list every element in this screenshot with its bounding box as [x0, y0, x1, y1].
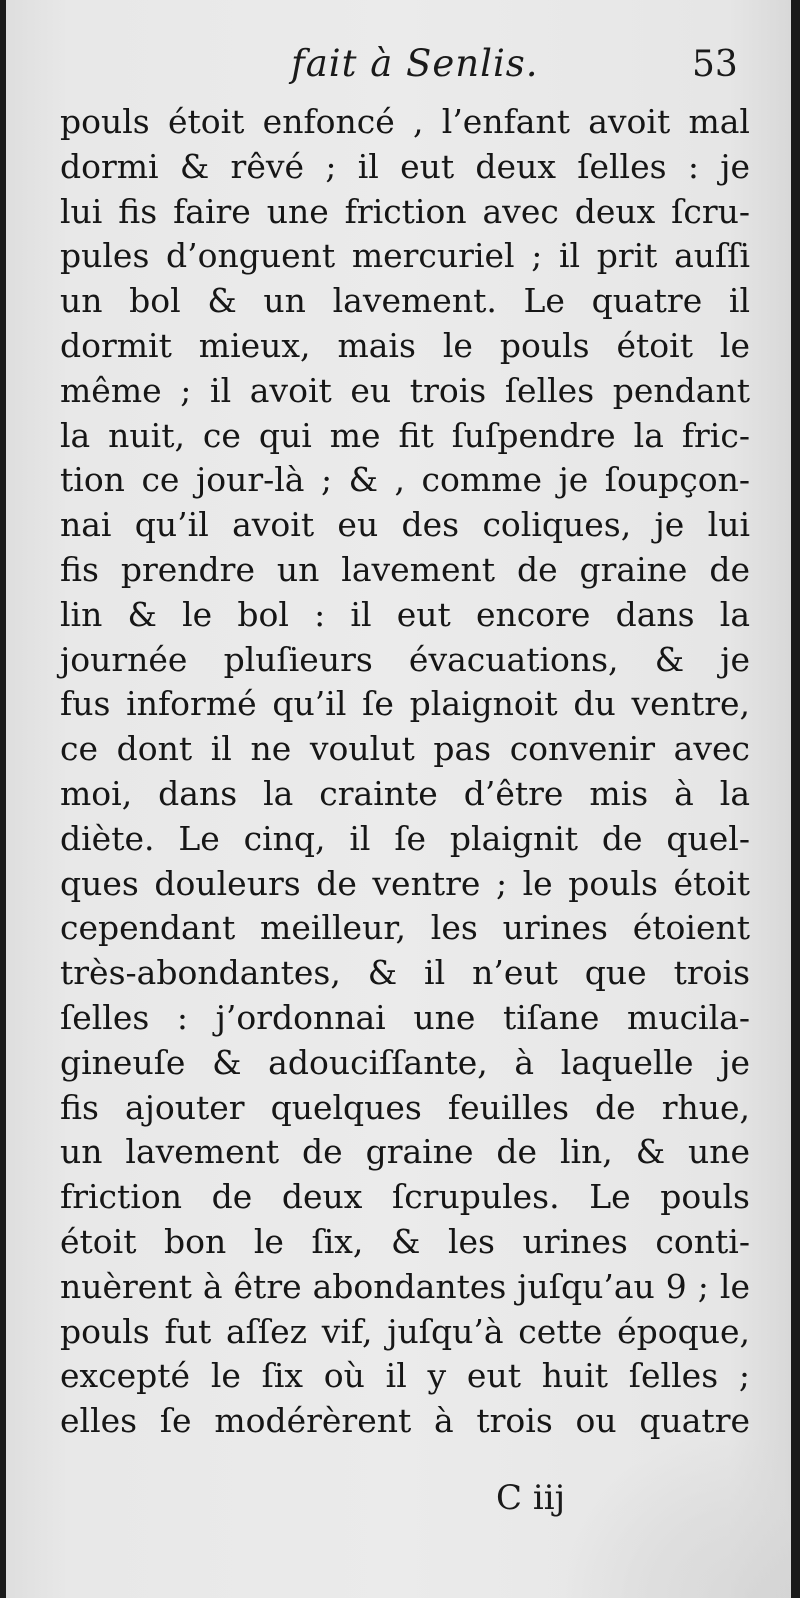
signature-mark: C iij — [496, 1478, 566, 1518]
text-line: dormit mieux, mais le pouls étoit le — [60, 325, 750, 365]
text-line: excepté le ſix où il y eut huit ſelles ; — [60, 1356, 750, 1396]
text-line: fus informé qu’il ſe plaignoit du ventre, — [60, 684, 750, 724]
text-line: pouls fut aſſez vif, juſqu’à cette époque, — [60, 1311, 750, 1351]
text-line: ſelles : j’ordonnai une tiſane mucila- — [60, 997, 750, 1037]
text-line: même ; il avoit eu trois ſelles pendant — [60, 370, 750, 410]
text-line: fis prendre un lavement de graine de — [60, 549, 750, 589]
text-line: friction de deux ſcrupules. Le pouls — [60, 1177, 750, 1217]
book-page — [6, 0, 791, 1598]
text-line: nuèrent à être abondantes juſqu’au 9 ; le — [60, 1266, 750, 1306]
text-line: ce dont il ne voulut pas convenir avec — [60, 729, 750, 769]
text-line: nai qu’il avoit eu des coliques, je lui — [60, 505, 750, 545]
body-text — [60, 100, 750, 1444]
running-title: fait à Senlis. — [291, 42, 539, 85]
page-header — [6, 42, 791, 102]
text-line: moi, dans la crainte d’être mis à la — [60, 773, 750, 813]
text-line: diète. Le cinq, il ſe plaignit de quel- — [60, 818, 750, 858]
text-line: journée pluſieurs évacuations, & je — [60, 639, 750, 679]
text-line: lui fis faire une friction avec deux ſcru- — [60, 191, 750, 231]
text-line: pouls étoit enfoncé , l’enfant avoit mal — [60, 102, 750, 141]
text-line: dormi & rêvé ; il eut deux ſelles : je — [60, 146, 750, 186]
text-line: très-abondantes, & il n’eut que trois — [60, 953, 750, 993]
text-line: lin & le bol : il eut encore dans la — [60, 594, 750, 634]
text-line: étoit bon le ſix, & les urines conti- — [60, 1221, 750, 1261]
text-line: fis ajouter quelques feuilles de rhue, — [60, 1087, 750, 1127]
text-line: ques douleurs de ventre ; le pouls étoit — [60, 863, 750, 903]
paper-damage — [566, 1440, 791, 1598]
scan-border — [791, 0, 800, 1598]
text-line: elles ſe modérèrent à trois ou quatre — [60, 1401, 750, 1441]
text-line: gineuſe & adouciſſante, à laquelle je — [60, 1042, 750, 1082]
text-line: cependant meilleur, les urines étoient — [60, 908, 750, 948]
page-number: 53 — [692, 44, 738, 85]
text-line: pules d’onguent mercuriel ; il prit auſſi — [60, 236, 750, 276]
text-line: la nuit, ce qui me fit ſuſpendre la fric- — [60, 415, 750, 455]
text-line: un bol & un lavement. Le quatre il — [60, 281, 750, 321]
text-line: tion ce jour-là ; & , comme je ſoupçon- — [60, 460, 750, 500]
text-line: un lavement de graine de lin, & une — [60, 1132, 750, 1172]
